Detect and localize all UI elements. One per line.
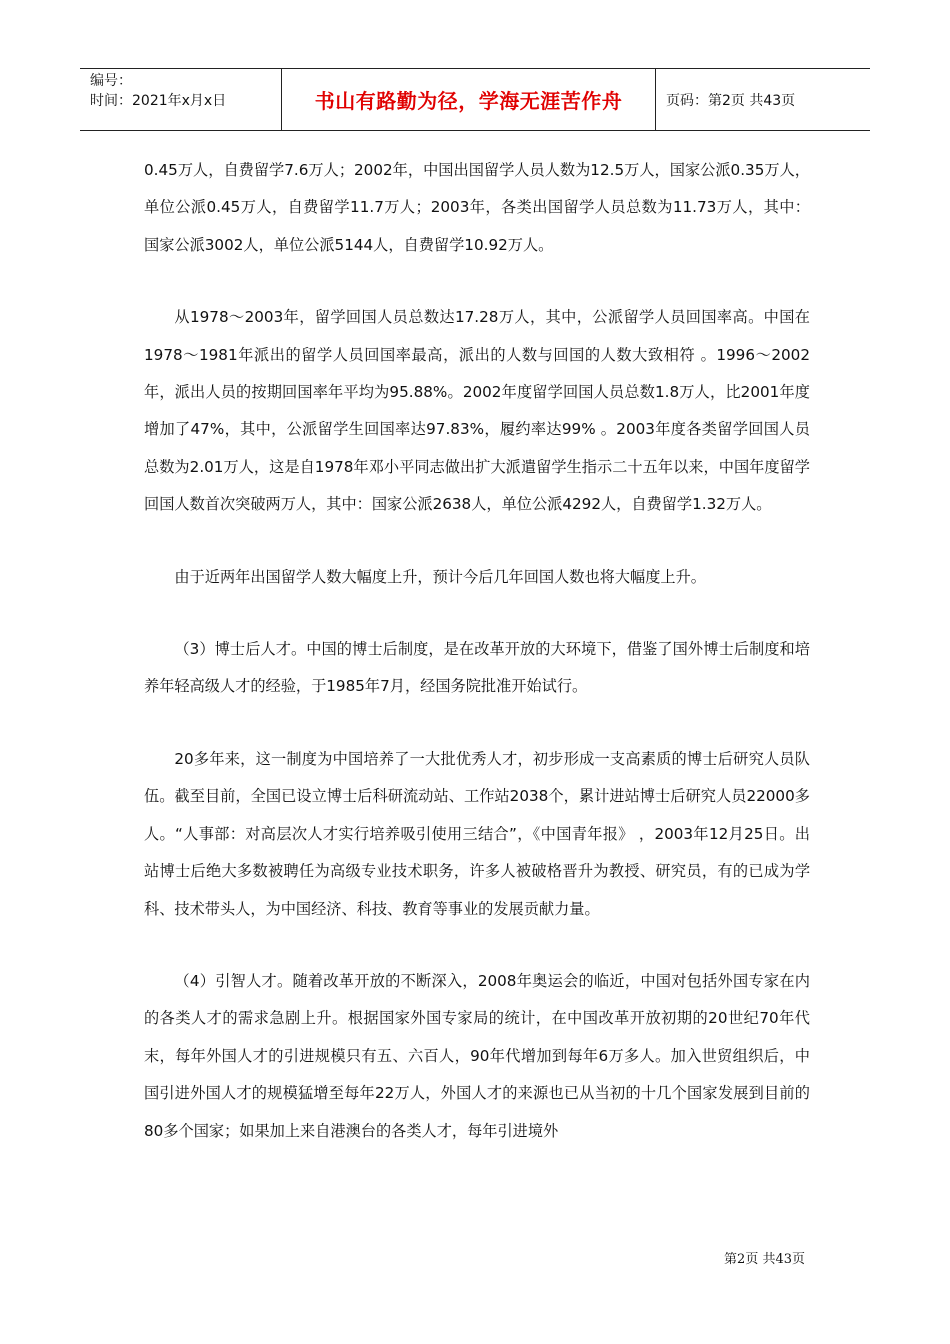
paragraph-postdoc-results: 20多年来，这一制度为中国培养了一大批优秀人才，初步形成一支高素质的博士后研究人员队伍。截至目前，全国已设立博士后科研流动站、工作站2038个，累计进站博士后研究人员22000多人。“人事部：对高层次人才实行培养吸引使用三结合”，《中国青年报》 ，2003年12月25日。出站博士后绝大多数被聘任为高级专业技术职务，许多人被破格晋升为教授、研究员，有的已成为学科、技术带头人，为中国经济、科技、教育等事业的发展贡献力量。 xyxy=(144,749,810,918)
paragraph-foreign-talent: （4）引智人才。随着改革开放的不断深入，2008年奥运会的临近，中国对包括外国专家在内的各类人才的需求急剧上升。根据国家外国专家局的统计，在中国改革开放初期的20世纪70年代末，每年外国人才的引进规模只有五、六百人，90年代增加到每年6万多人。加入世贸组织后，中国引进外国人才的规模猛增至每年22万人，外国人才的来源也已从当初的十几个国家发展到目前的80多个国家；如果加上来自港澳台的各类人才，每年引进境外 xyxy=(144,971,810,1140)
paragraph-continued: 0.45万人，自费留学7.6万人；2002年，中国出国留学人员人数为12.5万人，国家公派0.35万人，单位公派0.45万人，自费留学11.7万人；2003年，各类出国留学人员总数为11.73万人，其中：国家公派3002人，单位公派5144人，自费留学10.92万人。 xyxy=(144,161,810,254)
header-meta-cell xyxy=(80,69,282,130)
document-header xyxy=(80,68,870,131)
paragraph-returnees: 从1978～2003年，留学回国人员总数达17.28万人，其中，公派留学人员回国率高。中国在1978～1981年派出的留学人员回国率最高，派出的人数与回国的人数大致相符 。1996～2002年，派出人员的按期回国率年平均为95.88%。2002年度留学回国人员总数1.8万人，比2001年度增加了47%，其中，公派留学生回国率达97.83%，履约率达99% 。2003年度各类留学回国人员总数为2.01万人，这是自1978年邓小平同志做出扩大派遣留学生指示二十五年以来，中国年度留学回国人数首次突破两万人，其中：国家公派2638人，单位公派4292人，自费留学1.32万人。 xyxy=(144,308,810,514)
paragraph-forecast: 由于近两年出国留学人数大幅度上升，预计今后几年回国人数也将大幅度上升。 xyxy=(174,567,706,586)
header-page-cell xyxy=(656,69,870,130)
header-motto: 书山有路勤为径，学海无涯苦作舟 xyxy=(314,89,623,113)
header-motto-cell xyxy=(282,69,656,130)
document-body xyxy=(144,152,810,1150)
document-number-label: 编号： xyxy=(90,73,132,89)
header-page-number: 页码：第2页 共43页 xyxy=(666,92,796,109)
page-footer: 第2页 共43页 xyxy=(724,1252,805,1267)
paragraph-postdoc: （3）博士后人才。中国的博士后制度，是在改革开放的大环境下，借鉴了国外博士后制度和培养年轻高级人才的经验，于1985年7月，经国务院批准开始试行。 xyxy=(144,640,810,696)
document-time-label: 时间：2021年x月x日 xyxy=(90,93,227,109)
